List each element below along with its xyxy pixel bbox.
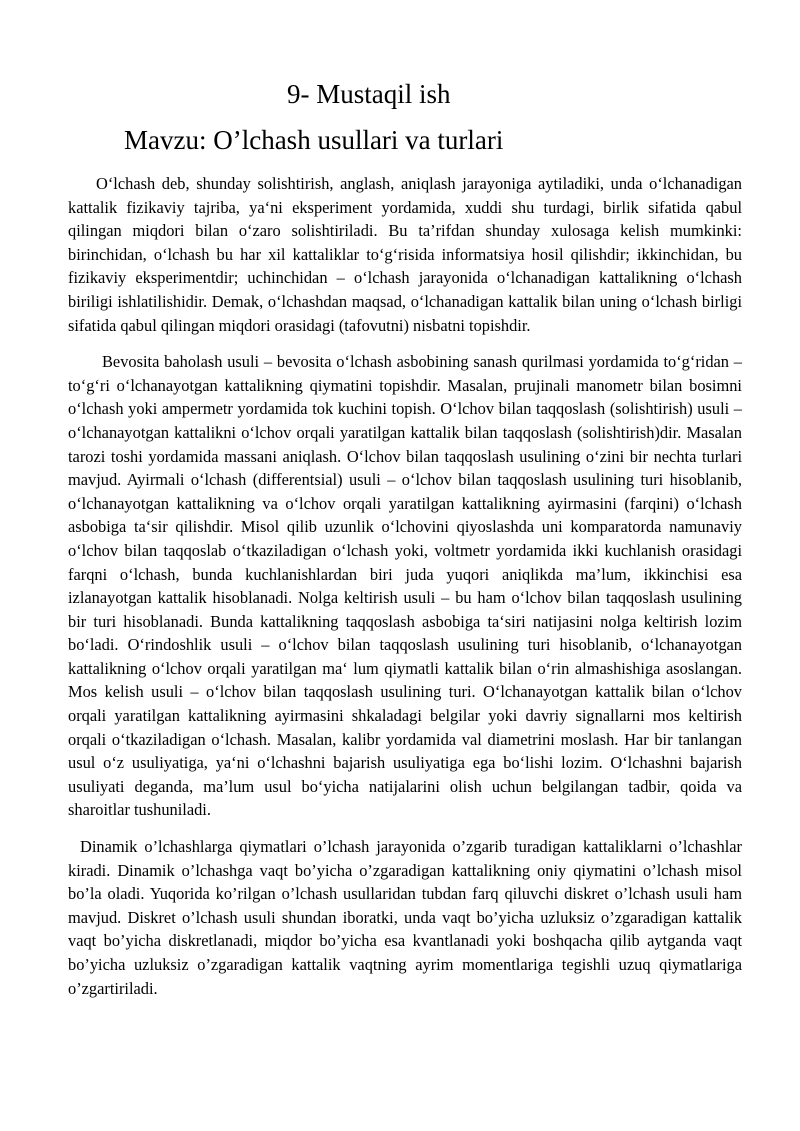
- paragraph-measurement-methods: Bevosita baholash usuli – bevosita o‘lchash asbobining sanash qurilmasi yordamida to‘g‘ridan – to‘g‘ri o‘lchanayotgan kattalikning qiymatini topishdir. Masalan, prujinali manometr bilan bosimni o‘lchash yoki ampermetr yordamida tok kuchini topish. O‘lchov bilan taqqoslash (solishtirish) usuli – o‘lchanayotgan kattalikni o‘lchov orqali yaratilgan kattalik bilan taqqoslash (solishtirish)dir. Masalan tarozi toshi yordamida massani aniqlash. O‘lchov bilan taqqoslash usulining o‘zini bir nechta turlari mavjud. Ayirmali o‘lchash (differentsial) usuli – o‘lchov bilan taqqoslash usulining turi hisoblanib, o‘lchanayotgan kattalikning va o‘lchov orqali yaratilgan kattalikning ayirmasini (farqini) o‘lchash asbobiga ta‘sir qilishdir. Misol qilib uzunlik o‘lchovini qiyoslashda uni komparatorda namunaviy o‘lchov bilan taqqoslab o‘tkaziladigan o‘lchash yoki, voltmetr yordamida ikki kuchlanish orasidagi farqni o‘lchash, bunda kuchlanishlardan biri juda yuqori aniqlikda ma’lum, ikkinchisi esa izlanayotgan kattalik hisoblanadi. Nolga keltirish usuli – bu ham o‘lchov bilan taqqoslash usulining bir turi hisoblanadi. Bunda kattalikning taqqoslash asbobiga ta‘siri natijasini nolga keltirish lozim bo‘ladi. O‘rindoshlik usuli – o‘lchov bilan taqqoslash usulining turi hisoblanib, o‘lchanayotgan kattalikning o‘lchov orqali yaratilgan ma‘ lum qiymatli kattalik bilan o‘rin almashishiga asoslangan. Mos kelish usuli – o‘lchov bilan taqqoslash usulining turi. O‘lchanayotgan kattalik bilan o‘lchov orqali yaratilgan kattalikning ayirmasini shkaladagi belgilar yoki davriy signallarni mos keltirish orqali o‘tkaziladigan o‘lchash. Masalan, kalibr yordamida val diametrini moslash. Har bir tanlangan usul o‘z usuliyatiga, ya‘ni o‘lchashni bajarish usuliyatiga ega bo‘lishi lozim. O‘lchashni bajarish usuliyati deganda, ma’lum usul bo‘yicha natijalarini olish uchun belgilangan tadbir, qoida va sharoitlar tushuniladi.: [68, 352, 742, 820]
- topic-heading: Mavzu: O’lchash usullari va turlari: [124, 125, 504, 155]
- paragraph-measurement-definition: O‘lchash deb, shunday solishtirish, anglash, aniqlash jarayoniga aytiladiki, unda o‘lchanadigan kattalik fizikaviy tajriba, ya‘ni eksperiment yordamida, xuddi shu turdagi, birlik sifatida qabul qilingan miqdori bilan o‘zaro solishtiriladi. Bu ta’rifdan shunday xulosaga kelish mumkinki: birinchidan, o‘lchash bu har xil kattaliklar to‘g‘risida informatsiya hosil qilishdir; ikkinchidan, bu fizikaviy eksperimentdir; uchinchidan – o‘lchash jarayonida o‘lchanadigan kattalikning o‘lchash biriligi ishlatilishidir. Demak, o‘lchashdan maqsad, o‘lchanadigan kattalik bilan uning o‘lchash birligi sifatida qabul qilingan miqdori orasidagi (tafovutni) nisbatni topishdir.: [68, 174, 742, 335]
- document-body: [68, 172, 742, 1000]
- page-title: 9- Mustaqil ish: [287, 79, 451, 109]
- paragraph-dynamic-measurements: Dinamik o’lchashlarga qiymatlari o’lchash jarayonida o’zgarib turadigan kattaliklarni o’lchashlar kiradi. Dinamik o’lchashga vaqt bo’yicha o’zgaradigan kattalikning oniy qiymatini o’lchash misol bo’la oladi. Yuqorida ko’rilgan o’lchash usullaridan tubdan farq qiluvchi diskret o’lchash usuli ham mavjud. Diskret o’lchash usuli shundan iboratki, unda vaqt bo’yicha uzluksiz o’zgaradigan kattalik vaqt bo’yicha diskretlanadi, miqdor bo’yicha esa kvantlanadi yoki boshqacha qilib aytganda vaqt bo’yicha uzluksiz o’zgaradigan kattalik vaqtning ayrim momentlariga tegishli uzuq qiymatlariga o’zgartiriladi.: [68, 837, 742, 998]
